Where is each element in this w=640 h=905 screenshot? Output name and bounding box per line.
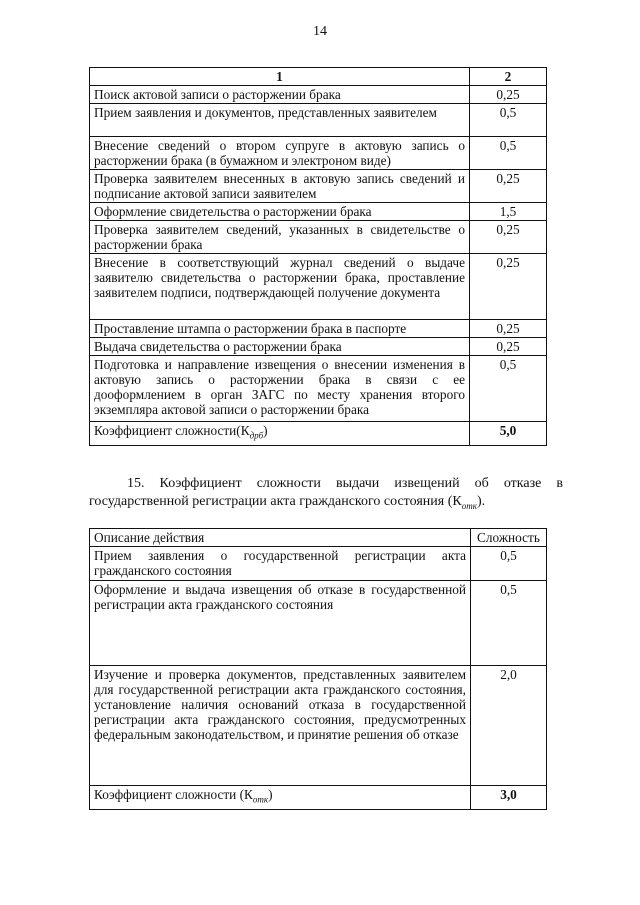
row-value: 0,5 <box>470 137 547 170</box>
column-header-1: 1 <box>90 68 470 86</box>
table-row <box>90 356 547 422</box>
table-row <box>90 86 547 104</box>
row-description: Внесение сведений о втором супруге в актовую запись о расторжении брака (в бумажном и электроном виде) <box>90 137 470 170</box>
table-row <box>90 581 547 666</box>
column-header-description: Описание действия <box>90 529 471 547</box>
total-row <box>90 422 547 446</box>
table-row <box>90 666 547 786</box>
total-value: 5,0 <box>470 422 547 446</box>
row-description: Прием заявления и документов, представленных заявителем <box>90 104 470 137</box>
row-value: 0,5 <box>470 104 547 137</box>
table-row <box>90 547 547 581</box>
table-row <box>90 338 547 356</box>
table-row <box>90 104 547 137</box>
row-description: Выдача свидетельства о расторжении брака <box>90 338 470 356</box>
table-header-row <box>90 68 547 86</box>
row-value: 0,5 <box>471 581 547 666</box>
row-description: Оформление и выдача извещения об отказе в государственной регистрации акта гражданского состояния <box>90 581 471 666</box>
row-description: Изучение и проверка документов, представленных заявителем для государственной регистрации акта гражданского состояния, установление наличия оснований отказа в государственной регистрации акта гражданского состояния, предусмотренных федеральным законодательством, и принятие решения об отказе <box>90 666 471 786</box>
row-description: Проверка заявителем внесенных в актовую запись сведений и подписание актовой записи заявителем <box>90 170 470 203</box>
table-row <box>90 203 547 221</box>
table-row <box>90 320 547 338</box>
table-row <box>90 221 547 254</box>
row-description: Оформление свидетельства о расторжении брака <box>90 203 470 221</box>
complexity-table-divorce <box>89 67 547 446</box>
total-value: 3,0 <box>471 786 547 810</box>
complexity-table-refusal <box>89 528 547 810</box>
row-description: Прием заявления о государственной регистрации акта гражданского состояния <box>90 547 471 581</box>
total-label: Коэффициент $сложности(К_{дрб})$ <box>90 422 470 446</box>
total-row <box>90 786 547 810</box>
row-description: Проверка заявителем сведений, указанных в свидетельстве о расторжении брака <box>90 221 470 254</box>
column-header-2: 2 <box>470 68 547 86</box>
row-value: 2,0 <box>471 666 547 786</box>
row-description: Проставление штампа о расторжении брака в паспорте <box>90 320 470 338</box>
total-label: Коэффициент сложности $(К_{отк})$ <box>90 786 471 810</box>
table-row <box>90 254 547 320</box>
page-number: 14 <box>313 24 327 39</box>
row-description: Внесение в соответствующий журнал сведений о выдаче заявителю свидетельства о расторжении брака, проставление заявителем подписи, подтверждающей получение документа <box>90 254 470 320</box>
row-value: 1,5 <box>470 203 547 221</box>
row-value: 0,25 <box>470 254 547 320</box>
row-value: 0,25 <box>470 320 547 338</box>
row-value: 0,25 <box>470 170 547 203</box>
row-value: 0,5 <box>471 547 547 581</box>
table-row <box>90 137 547 170</box>
row-value: 0,25 <box>470 221 547 254</box>
column-header-complexity: Сложность <box>471 529 547 547</box>
row-description: Подготовка и направление извещения о внесении изменения в актовую запись о расторжении брака в связи с ее дооформлением в орган ЗАГС по месту хранения второго экземпляра актовой записи о расторжении брака <box>90 356 470 422</box>
row-value: 0,25 <box>470 338 547 356</box>
row-value: 0,5 <box>470 356 547 422</box>
row-value: 0,25 <box>470 86 547 104</box>
table-header-row <box>90 529 547 547</box>
row-description: Поиск актовой записи о расторжении брака <box>90 86 470 104</box>
table-row <box>90 170 547 203</box>
section-15-paragraph: 15. Коэффициент сложности выдачи извещений об отказе в государственной регистрации акта гражданского состояния $(К_{отк})$. <box>89 476 563 511</box>
